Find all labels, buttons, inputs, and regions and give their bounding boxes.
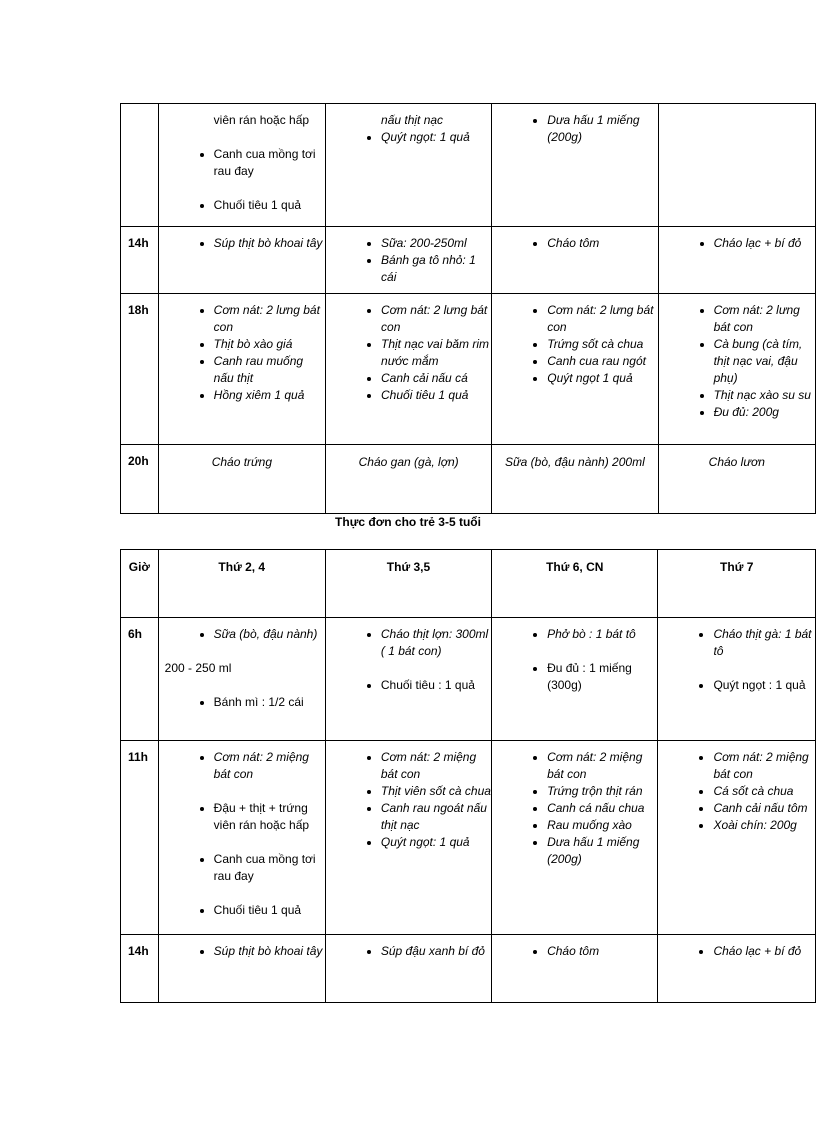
menu-item: • Chuối tiêu 1 quả <box>214 902 325 919</box>
menu-item: • Cháo tôm <box>547 235 657 252</box>
menu-cell <box>658 618 816 741</box>
menu-item: • Thịt nạc xào su su <box>714 387 815 404</box>
menu-cell <box>326 294 492 445</box>
menu-item: • Phở bò : 1 bát tô <box>547 626 657 643</box>
menu-item: • Cơm nát: 2 lưng bát con <box>381 302 491 336</box>
menu-item: • Thịt bò xào giá <box>214 336 325 353</box>
menu-item: • Cơm nát: 2 miệng bát con <box>713 749 815 783</box>
menu-cell <box>158 618 325 741</box>
menu-table-continued <box>120 103 816 514</box>
menu-cell <box>325 741 491 935</box>
menu-item: • Quýt ngọt 1 quả <box>547 370 657 387</box>
menu-cell <box>158 227 325 294</box>
menu-item: • Canh rau ngoát nấu thịt nạc <box>381 800 491 834</box>
menu-cell <box>658 741 816 935</box>
table-row <box>121 294 816 445</box>
menu-text: Cháo lươn <box>658 445 815 514</box>
menu-item: • Cá sốt cà chua <box>713 783 815 800</box>
menu-item: • Cơm nát: 2 miệng bát con <box>547 749 657 783</box>
menu-item: • Súp thịt bò khoai tây <box>214 235 325 252</box>
menu-text: Cháo gan (gà, lợn) <box>326 445 492 514</box>
menu-text: Sữa (bò, đậu nành) 200ml <box>492 445 658 514</box>
menu-table-3-5-years <box>120 549 816 1003</box>
menu-cell <box>492 618 658 741</box>
column-header: Thứ 6, CN <box>492 550 658 618</box>
table-caption: Thực đơn cho trẻ 3-5 tuổi <box>335 515 481 529</box>
table-row <box>121 935 816 1003</box>
menu-text: viên rán hoặc hấp <box>213 113 310 127</box>
menu-item: • Cháo thịt gà: 1 bát tô <box>713 626 815 660</box>
column-header: Giờ <box>121 550 159 618</box>
menu-item: • Chuối tiêu : 1 quả <box>381 677 491 694</box>
menu-cell <box>658 294 815 445</box>
menu-item: • Cơm nát: 2 lưng bát con <box>547 302 657 336</box>
menu-item: • Rau muống xào <box>547 817 657 834</box>
table-row <box>121 104 816 227</box>
menu-item: • Canh rau muống nấu thịt <box>214 353 325 387</box>
menu-item: • Đu đủ : 1 miếng (300g) <box>547 660 657 694</box>
menu-item: • Canh cá nấu chua <box>547 800 657 817</box>
menu-item: • Sữa: 200-250ml <box>381 235 491 252</box>
menu-item: • Trứng trộn thịt rán <box>547 783 657 800</box>
menu-item: • Quýt ngọt: 1 quả <box>381 129 491 146</box>
menu-item: • Quýt ngọt : 1 quả <box>713 677 815 694</box>
menu-item: • Canh cua mồng tơi rau đay <box>214 146 325 180</box>
menu-item: • Trứng sốt cà chua <box>547 336 657 353</box>
menu-item: • Chuối tiêu 1 quả <box>214 197 325 214</box>
menu-text: nấu thịt nạc <box>381 113 444 127</box>
menu-cell <box>325 618 491 741</box>
menu-cell <box>326 227 492 294</box>
menu-cell <box>492 294 658 445</box>
menu-item: • Thịt viên sốt cà chua <box>381 783 491 800</box>
time-label: 20h <box>121 445 159 514</box>
menu-cell <box>158 935 325 1003</box>
menu-item: • Bánh mì : 1/2 cái <box>214 694 325 711</box>
column-header: Thứ 7 <box>658 550 816 618</box>
menu-item: • Hồng xiêm 1 quả <box>214 387 325 404</box>
menu-item: • Dưa hấu 1 miếng (200g) <box>547 112 657 146</box>
menu-item: • Cháo thịt lợn: 300ml ( 1 bát con) <box>381 626 491 660</box>
menu-item: • Cơm nát: 2 miệng bát con <box>381 749 491 783</box>
menu-item: • Canh cải nấu cá <box>381 370 491 387</box>
menu-text: 200 - 250 ml <box>164 661 232 675</box>
menu-cell <box>492 935 658 1003</box>
menu-cell <box>658 227 815 294</box>
menu-item: • Súp đậu xanh bí đỏ <box>381 943 491 960</box>
menu-item: • Cơm nát: 2 lưng bát con <box>714 302 815 336</box>
column-header: Thứ 2, 4 <box>158 550 325 618</box>
menu-item: • Cơm nát: 2 lưng bát con <box>214 302 325 336</box>
menu-cell <box>658 935 816 1003</box>
time-label: 11h <box>121 741 159 935</box>
menu-cell <box>158 741 325 935</box>
menu-cell <box>492 741 658 935</box>
menu-text: Cháo trứng <box>158 445 325 514</box>
menu-item: • Dưa hấu 1 miếng (200g) <box>547 834 657 868</box>
menu-item: • Bánh ga tô nhỏ: 1 cái <box>381 252 491 286</box>
column-header: Thứ 3,5 <box>325 550 491 618</box>
menu-item: • Cà bung (cà tím, thịt nạc vai, đậu phụ) <box>714 336 815 387</box>
menu-item: • Cháo lạc + bí đỏ <box>714 235 815 252</box>
menu-cell <box>325 935 491 1003</box>
table-row <box>121 618 816 741</box>
menu-item: • Thịt nạc vai băm rim nước mắm <box>381 336 491 370</box>
menu-item: • Súp thịt bò khoai tây <box>214 943 325 960</box>
time-label: 14h <box>121 227 159 294</box>
table-row <box>121 741 816 935</box>
menu-item: • Canh cải nấu tôm <box>713 800 815 817</box>
table-row <box>121 445 816 514</box>
menu-cell <box>158 104 325 227</box>
menu-cell <box>492 104 658 227</box>
table-header-row <box>121 550 816 618</box>
menu-cell <box>158 294 325 445</box>
time-label: 18h <box>121 294 159 445</box>
menu-cell <box>658 104 815 227</box>
menu-item: • Canh cua mồng tơi rau đay <box>214 851 325 885</box>
menu-item: • Sữa (bò, đậu nành) <box>214 626 325 643</box>
menu-cell <box>326 104 492 227</box>
menu-cell <box>492 227 658 294</box>
menu-item: • Đu đủ: 200g <box>714 404 815 421</box>
menu-item: • Quýt ngọt: 1 quả <box>381 834 491 851</box>
menu-item: • Cháo tôm <box>547 943 657 960</box>
time-label: 6h <box>121 618 159 741</box>
table-row <box>121 227 816 294</box>
time-label: 14h <box>121 935 159 1003</box>
menu-item: • Cháo lạc + bí đỏ <box>713 943 815 960</box>
time-cell <box>121 104 159 227</box>
menu-item: • Xoài chín: 200g <box>713 817 815 834</box>
menu-item: • Chuối tiêu 1 quả <box>381 387 491 404</box>
menu-item: • Cơm nát: 2 miệng bát con <box>214 749 325 783</box>
menu-item: • Đậu + thịt + trứng viên rán hoặc hấp <box>214 800 325 834</box>
menu-item: • Canh cua rau ngót <box>547 353 657 370</box>
